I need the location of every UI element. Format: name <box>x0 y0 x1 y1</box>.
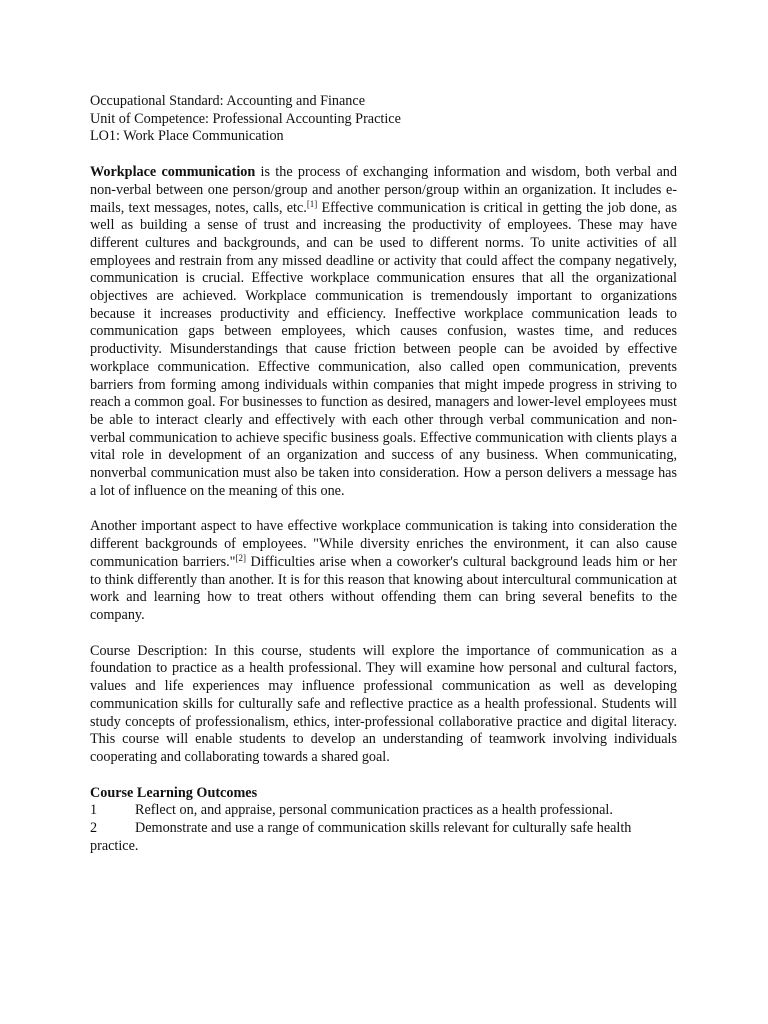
course-learning-outcomes <box>90 785 677 856</box>
list-item <box>90 820 677 855</box>
list-item-number: 2 <box>90 820 98 837</box>
workplace-communication-term: Workplace communication <box>90 164 256 181</box>
course-description-paragraph: Course Description: In this course, students will explore the importance of communication as a foundation to practice as a health professional. They will examine how personal and cultural factors, values and life experiences may influence professional communication as well as developing communication skills for culturally safe and reflective practice as a health professional. Students will study concepts of professionalism, ethics, inter-professional collaborative practice and digital literacy. This course will enable students to develop an understanding of teamwork involving individuals cooperating and collaborating towards a shared goal. <box>90 642 677 765</box>
paragraph-text: Difficulties arise when a coworker's cultural background leads him or her to think differently than another. It is for this reason that knowing about intercultural communication at work and learning how to treat others without offending them can bring several benefits to the company. <box>90 553 678 623</box>
paragraph-text: is the process of exchanging information and wisdom, both verbal and non-verbal between one person/group and another person/group within an organization. It includes e-mails, text messages, notes, calls, etc. <box>90 164 677 216</box>
learning-outcome-line: LO1: Work Place Communication <box>90 128 284 145</box>
footnote-reference[interactable]: [2] <box>235 552 246 563</box>
occupational-standard-line: Occupational Standard: Accounting and Finance <box>90 93 365 109</box>
unit-of-competence-line: Unit of Competence: Professional Accounting Practice <box>90 110 401 127</box>
document-page <box>90 93 677 855</box>
outcomes-heading: Course Learning Outcomes <box>90 784 258 801</box>
list-item <box>90 802 677 820</box>
list-item-number: 1 <box>90 802 98 819</box>
backgrounds-paragraph <box>90 518 677 624</box>
workplace-communication-paragraph <box>90 164 677 500</box>
footnote-reference[interactable]: [1] <box>306 198 318 209</box>
paragraph-text: Another important aspect to have effective workplace communication is taking into consideration the different backgrounds of employees. "While diversity enriches the environment, it can also cause communication barriers." <box>90 518 677 570</box>
list-item-text: Reflect on, and appraise, personal communication practices as a health professional. <box>135 802 613 819</box>
document-header <box>90 93 677 146</box>
list-item-text: Demonstrate and use a range of communication skills relevant for culturally safe health practice. <box>90 820 632 854</box>
paragraph-text: Effective communication is critical in getting the job done, as well as building a sense of trust and increasing the productivity of employees. These may have different cultures and backgrounds, and can be used to different norms. To unite activities of all employees and restrain from any missed deadline or activity that could affect the company negatively, communication is crucial. Effective workplace communication ensures that all the organizational objectives are achieved. Workplace communication is tremendously important to organizations because it increases productivity and efficiency. Ineffective workplace communication leads to communication gaps between employees, which causes confusion, wastes time, and reduces productivity. Misunderstandings that cause friction between people can be avoided by effective workplace communication. Effective communication, also called open communication, prevents barriers from forming among individuals within companies that might impede progress in striving to reach a common goal. For businesses to function as desired, managers and lower-level employees must be able to interact clearly and effectively with each other through verbal communication and non-verbal communication to achieve specific business goals. Effective communication with clients plays a vital role in development of an organization and success of any business. When communicating, nonverbal communication must also be taken into consideration. How a person delivers a message has a lot of influence on the meaning of this one. <box>90 199 677 499</box>
